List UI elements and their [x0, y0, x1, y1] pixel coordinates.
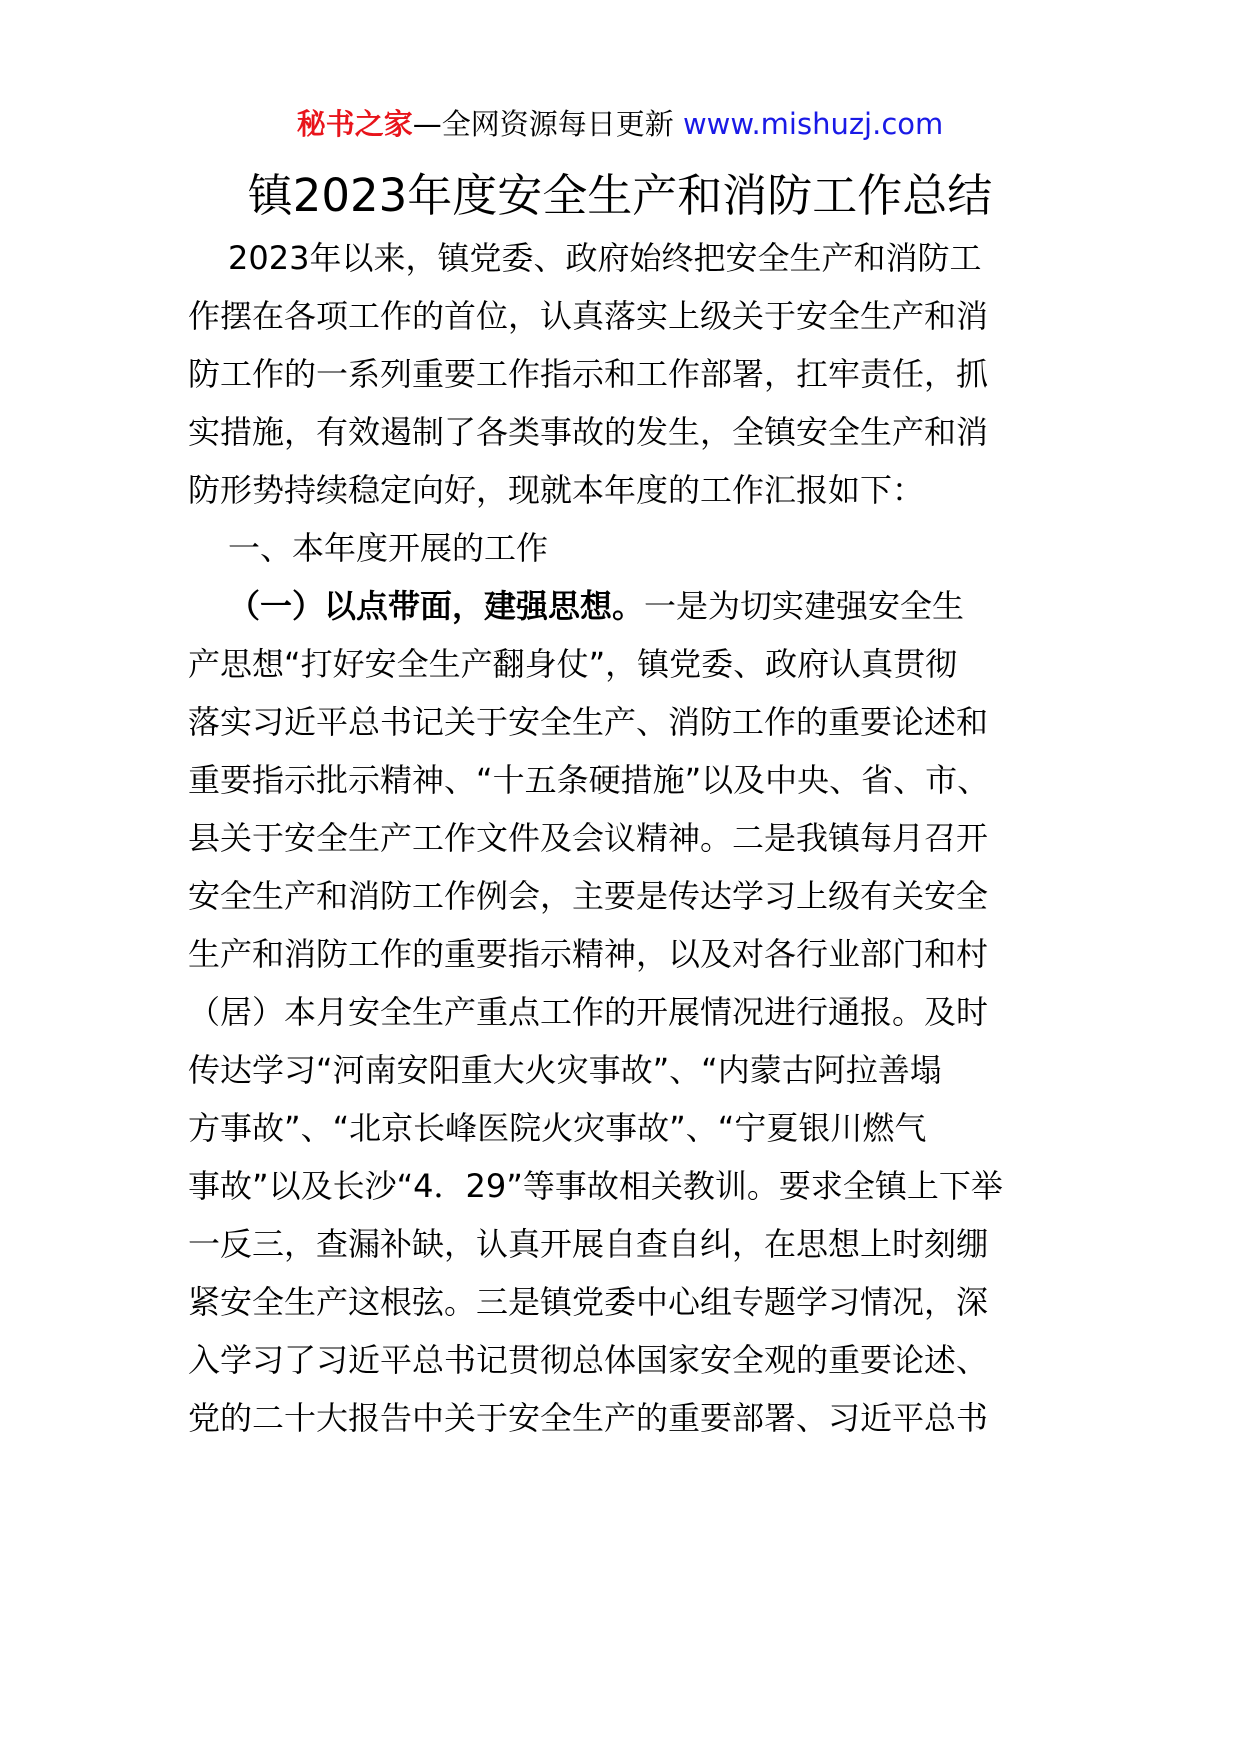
paragraph-line: （居）本月安全生产重点工作的开展情况进行通报。及时	[188, 993, 989, 1031]
paragraph-line: 产思想“打好安全生产翻身仗”，镇党委、政府认真贯彻	[188, 645, 958, 683]
header-tagline: —全网资源每日更新	[412, 107, 683, 141]
paragraph-line: 防形势持续稳定向好，现就本年度的工作汇报如下：	[188, 471, 925, 509]
paragraph-line: 县关于安全生产工作文件及会议精神。二是我镇每月召开	[188, 819, 989, 857]
paragraph-line: 作摆在各项工作的首位，认真落实上级关于安全生产和消	[188, 297, 989, 335]
paragraph-line: 党的二十大报告中关于安全生产的重要部署、习近平总书	[188, 1399, 989, 1437]
paragraph-line: 重要指示批示精神、“十五条硬措施”以及中央、省、市、	[188, 761, 990, 799]
subsection-text: 一是为切实建强安全生	[644, 587, 965, 625]
paragraph-line: 实措施，有效遏制了各类事故的发生，全镇安全生产和消	[188, 413, 989, 451]
brand-name: 秘书之家	[296, 107, 413, 141]
paragraph-line: 方事故”、“北京长峰医院火灾事故”、“宁夏银川燃气	[188, 1109, 927, 1147]
paragraph-line: 紧安全生产这根弦。三是镇党委中心组专题学习情况，深	[188, 1283, 989, 1321]
paragraph-line: 生产和消防工作的重要指示精神，以及对各行业部门和村	[188, 935, 989, 973]
subsection-heading: （一）以点带面，建强思想。	[228, 587, 645, 625]
paragraph-line: 防工作的一系列重要工作指示和工作部署，扛牢责任，抓	[188, 355, 989, 393]
paragraph-line: 入学习了习近平总书记贯彻总体国家安全观的重要论述、	[188, 1341, 989, 1379]
section-heading: 一、本年度开展的工作	[228, 529, 549, 567]
paragraph-line: 事故”以及长沙“4．29”等事故相关教训。要求全镇上下举	[188, 1167, 1003, 1205]
paragraph-line: 传达学习“河南安阳重大火灾事故”、“内蒙古阿拉善塌	[188, 1051, 942, 1089]
paragraph-line: 2023年以来，镇党委、政府始终把安全生产和消防工	[228, 239, 982, 277]
paragraph-line: 一反三，查漏补缺，认真开展自查自纠，在思想上时刻绷	[188, 1225, 989, 1263]
paragraph-line: 落实习近平总书记关于安全生产、消防工作的重要论述和	[188, 703, 989, 741]
site-url-link[interactable]: www.mishuzj.com	[682, 107, 944, 141]
site-header	[0, 102, 1240, 146]
paragraph-line: 安全生产和消防工作例会，主要是传达学习上级有关安全	[188, 877, 989, 915]
subsection-line	[228, 574, 964, 638]
document-title: 镇2023年度安全生产和消防工作总结	[247, 169, 993, 222]
